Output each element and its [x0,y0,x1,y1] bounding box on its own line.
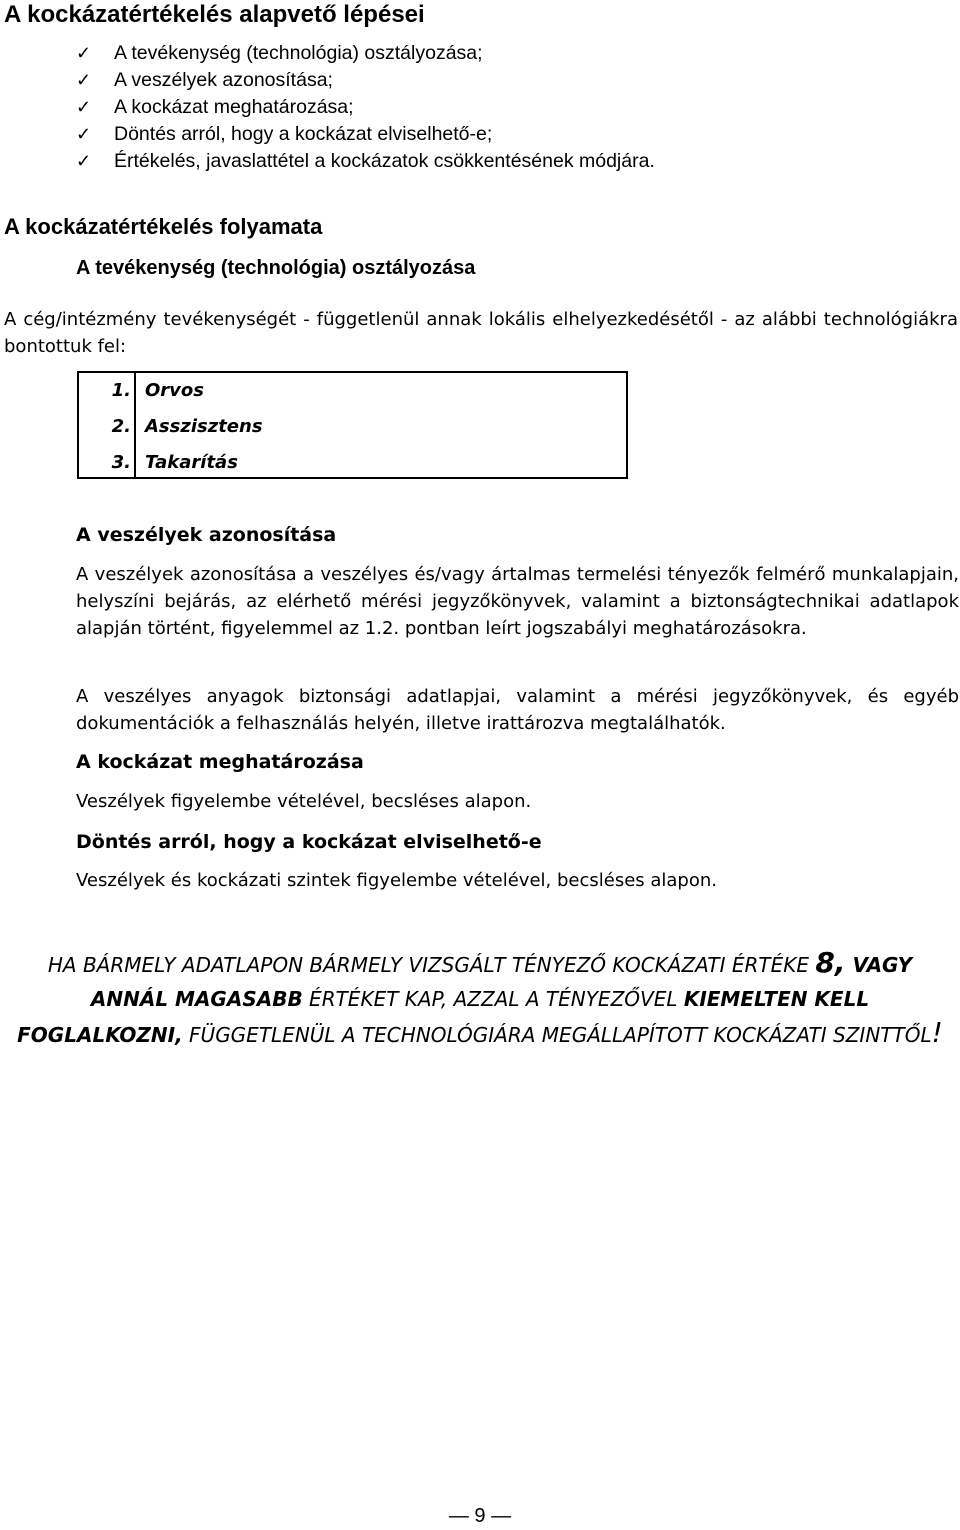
check-icon: ✓ [76,124,92,144]
checklist-item [76,121,655,148]
checklist-item [76,67,655,94]
check-icon: ✓ [76,70,92,90]
checklist-item [76,94,655,121]
classification-heading: A tevékenység (technológia) osztályozása [76,257,476,279]
risk-value: 8, [815,946,846,979]
risk-heading: A kockázat meghatározása [76,751,364,773]
table-row [79,373,626,409]
checklist-item [76,40,655,67]
row-number: 2. [111,416,131,437]
sds-paragraph: A veszélyes anyagok biztonsági adatlapjai, valamint a mérési jegyzőkönyvek, és egyéb dokumentációk a felhasználás helyén, illetve irattározva megtalálhatók. [76,686,959,734]
checklist-item-label: A kockázat meghatározása; [114,96,354,118]
decision-paragraph: Veszélyek és kockázati szintek figyelembe vételével, becsléses alapon. [76,870,717,891]
steps-checklist [76,40,655,175]
row-technology: Takarítás [145,452,238,473]
checklist-item [76,148,655,175]
hazard-paragraph: A veszélyek azonosítása a veszélyes és/vagy ártalmas termelési tényezők felmérő munkalapjain, helyszíni bejárás, az elérhető mérési jegyzőkönyvek, valamint a biztonságtechnikai adatlapok alapján történt, figyelemmel az 1.2. pontban leírt jogszabályi meghatározásokra. [76,564,959,639]
checklist-item-label: A veszélyek azonosítása; [114,69,333,91]
warning-line-3: FOGLALKOZNI, FÜGGETLENÜL A TECHNOLÓGIÁRA MEGÁLLAPÍTOTT KOCKÁZATI SZINTTŐL! [17,1016,943,1049]
warning-notice [0,946,960,1052]
technology-table [77,371,628,479]
intro-paragraph: A cég/intézmény tevékenységét - függetlenül annak lokális elhelyezkedésétől - az alábbi technológiákra bontottuk fel: [4,309,958,357]
check-icon: ✓ [76,151,92,171]
check-icon: ✓ [76,97,92,117]
process-heading: A kockázatértékelés folyamata [4,214,323,239]
hazard-heading: A veszélyek azonosítása [76,524,337,546]
table-row [79,445,626,481]
row-technology: Asszisztens [145,416,263,437]
checklist-item-label: Értékelés, javaslattétel a kockázatok csökkentésének módjára. [114,150,655,172]
page-number: — 9 — [448,1505,512,1527]
decision-heading: Döntés arról, hogy a kockázat elviselhető-e [76,831,542,853]
row-number: 1. [111,380,131,401]
table-row [79,409,626,445]
checklist-item-label: A tevékenység (technológia) osztályozása; [114,42,483,64]
warning-line-1: HA BÁRMELY ADATLAPON BÁRMELY VIZSGÁLT TÉNYEZŐ KOCKÁZATI ÉRTÉKE 8, VAGY [47,946,913,979]
check-icon: ✓ [76,43,92,63]
row-number: 3. [111,452,131,473]
checklist-item-label: Döntés arról, hogy a kockázat elviselhető-e; [114,123,493,145]
page-title: A kockázatértékelés alapvető lépései [4,1,425,28]
row-technology: Orvos [145,380,204,401]
risk-paragraph: Veszélyek figyelembe vételével, becsléses alapon. [76,791,532,812]
warning-line-2: ANNÁL MAGASABB ÉRTÉKET KAP, AZZAL A TÉNYEZŐVEL KIEMELTEN KELL [90,987,870,1011]
